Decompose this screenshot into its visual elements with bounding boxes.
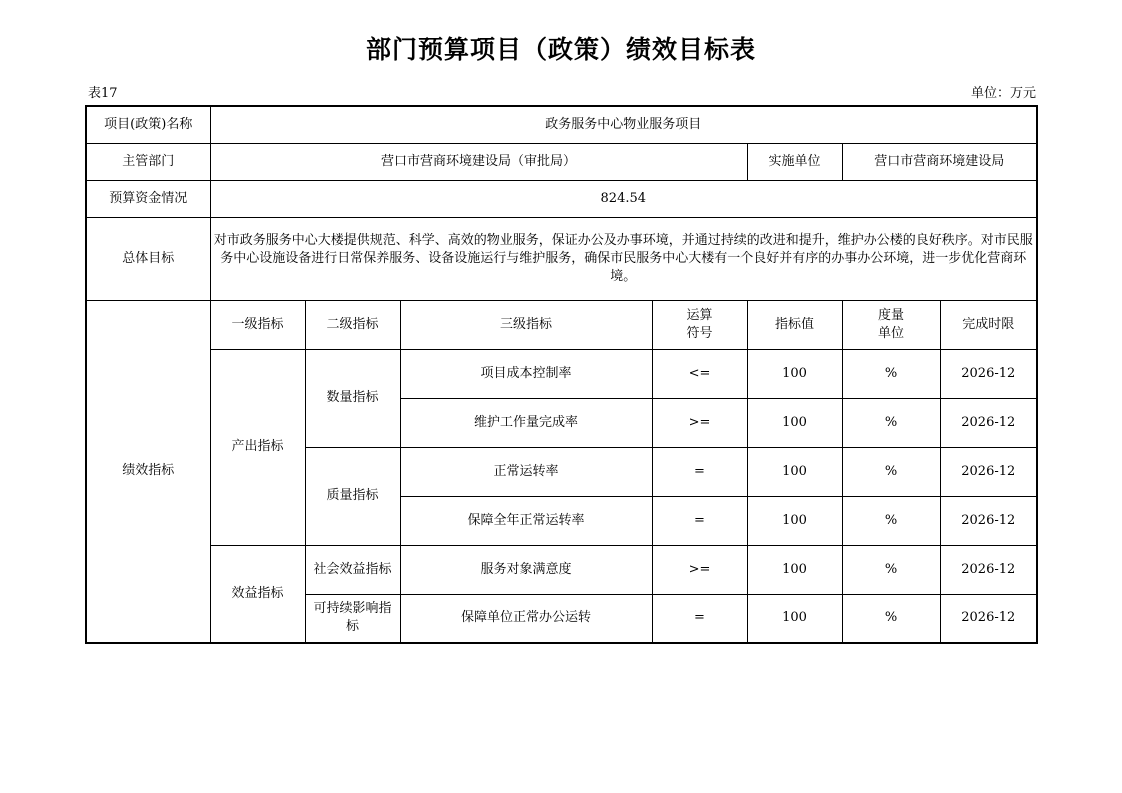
level2-indicator: 质量指标 — [305, 447, 400, 545]
level3-indicator: 保障全年正常运转率 — [400, 496, 652, 545]
level3-indicator: 保障单位正常办公运转 — [400, 594, 652, 643]
budget-value: 824.54 — [210, 180, 1037, 217]
level3-indicator: 正常运转率 — [400, 447, 652, 496]
indicators-section-label: 绩效指标 — [86, 300, 210, 643]
measure-unit-cell: % — [842, 545, 940, 594]
level2-indicator: 数量指标 — [305, 349, 400, 447]
header-unit-line1: 度量 — [877, 307, 904, 323]
level3-indicator: 服务对象满意度 — [400, 545, 652, 594]
project-name-value: 政务服务中心物业服务项目 — [210, 106, 1037, 143]
measure-unit-cell: % — [842, 594, 940, 643]
dept-label: 主管部门 — [86, 143, 210, 180]
measure-unit-cell: % — [842, 349, 940, 398]
deadline-cell: 2026-12 — [940, 545, 1037, 594]
operator-cell: >= — [652, 545, 747, 594]
operator-cell: = — [652, 496, 747, 545]
level2-indicator: 可持续影响指标 — [305, 594, 400, 643]
operator-cell: <= — [652, 349, 747, 398]
header-value: 指标值 — [747, 300, 842, 349]
overall-goal-label: 总体目标 — [86, 217, 210, 300]
header-level2: 二级指标 — [305, 300, 400, 349]
measure-unit-cell: % — [842, 398, 940, 447]
deadline-cell: 2026-12 — [940, 398, 1037, 447]
form-number: 表17 — [88, 86, 118, 101]
header-unit-line2: 单位 — [877, 325, 904, 341]
performance-target-table — [85, 105, 1038, 644]
overall-goal-text: 对市政务服务中心大楼提供规范、科学、高效的物业服务，保证办公及办事环境，并通过持续的改进和提升，维护办公楼的良好秩序。对市民服务中心设施设备进行日常保养服务、设备设施运行与维护服务，确保市民服务中心大楼有一个良好并有序的办事办公环境，进一步优化营商环境。 — [210, 217, 1037, 300]
page-title: 部门预算项目（政策）绩效目标表 — [365, 35, 756, 64]
target-value-cell: 100 — [747, 496, 842, 545]
target-value-cell: 100 — [747, 594, 842, 643]
project-name-label: 项目(政策)名称 — [86, 106, 210, 143]
level1-indicator: 效益指标 — [210, 545, 305, 643]
header-operator-line2: 符号 — [686, 325, 713, 341]
header-deadline: 完成时限 — [940, 300, 1037, 349]
target-value-cell: 100 — [747, 349, 842, 398]
operator-cell: >= — [652, 398, 747, 447]
measure-unit-cell: % — [842, 447, 940, 496]
measure-unit-cell: % — [842, 496, 940, 545]
level1-indicator: 产出指标 — [210, 349, 305, 545]
impl-unit-value: 营口市营商环境建设局 — [842, 143, 1037, 180]
deadline-cell: 2026-12 — [940, 496, 1037, 545]
deadline-cell: 2026-12 — [940, 349, 1037, 398]
indicator-row — [86, 545, 1037, 594]
header-operator-line1: 运算 — [686, 307, 713, 323]
indicator-header-row — [86, 300, 1037, 349]
deadline-cell: 2026-12 — [940, 594, 1037, 643]
operator-cell: = — [652, 594, 747, 643]
impl-unit-label: 实施单位 — [747, 143, 842, 180]
header-level1: 一级指标 — [210, 300, 305, 349]
operator-cell: = — [652, 447, 747, 496]
level3-indicator: 项目成本控制率 — [400, 349, 652, 398]
budget-label: 预算资金情况 — [86, 180, 210, 217]
level3-indicator: 维护工作量完成率 — [400, 398, 652, 447]
header-level3: 三级指标 — [400, 300, 652, 349]
level2-indicator: 社会效益指标 — [305, 545, 400, 594]
header-operator — [652, 300, 747, 349]
unit-label: 单位：万元 — [970, 86, 1036, 101]
target-value-cell: 100 — [747, 398, 842, 447]
indicator-row — [86, 349, 1037, 398]
deadline-cell: 2026-12 — [940, 447, 1037, 496]
target-value-cell: 100 — [747, 447, 842, 496]
header-unit — [842, 300, 940, 349]
target-value-cell: 100 — [747, 545, 842, 594]
dept-value: 营口市营商环境建设局（审批局） — [210, 143, 747, 180]
